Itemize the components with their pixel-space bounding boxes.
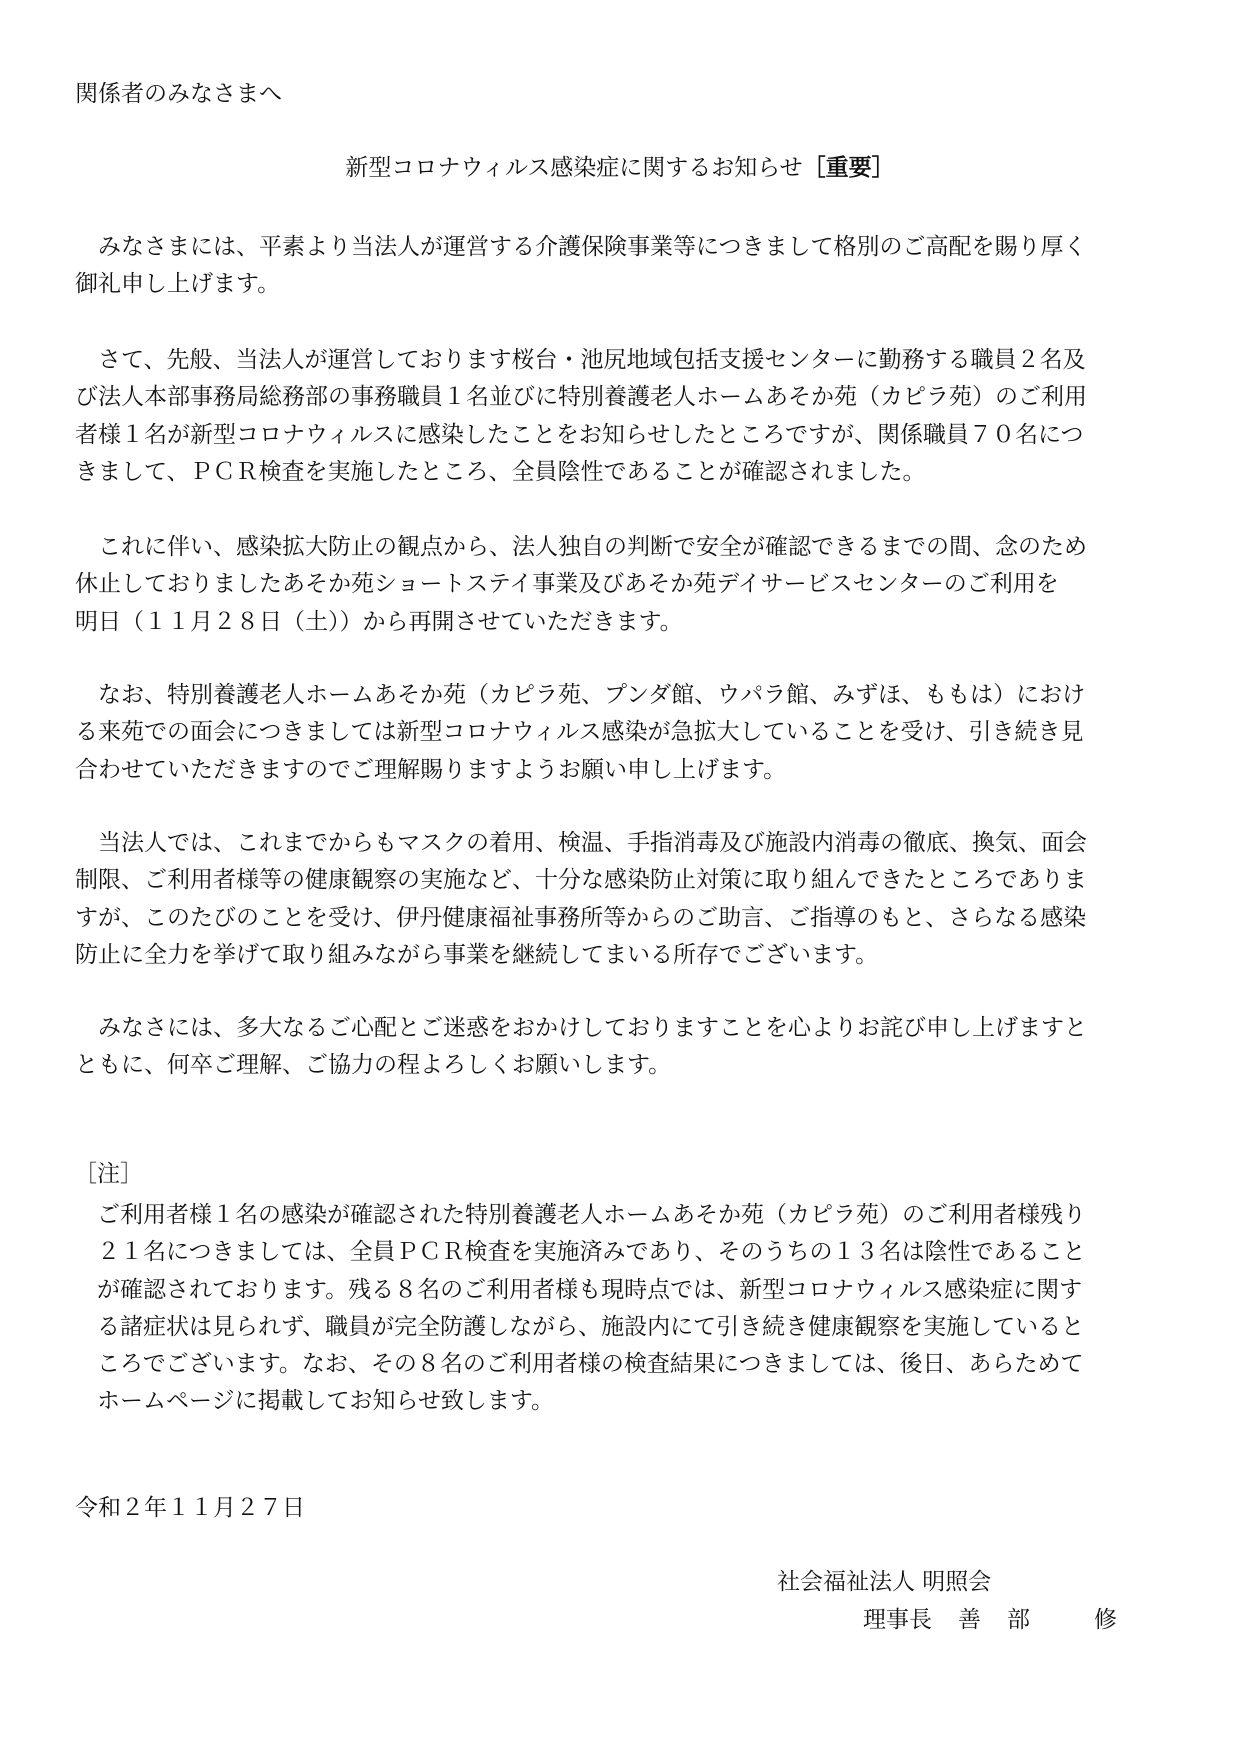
paragraph-line: 制限、ご利用者様等の健康観察の実施など、十分な感染防止対策に取り組んできたところでありま — [75, 867, 1087, 894]
paragraph-line: みなさまには、平素より当法人が運営する介護保険事業等につきまして格別のご高配を賜り厚く — [75, 234, 1087, 260]
paragraph-line: 者様１名が新型コロナウィルスに感染したことをお知らせしたところですが、関係職員７０名につ — [75, 421, 1084, 448]
signatory-family-name-1: 善 — [958, 1607, 981, 1633]
paragraph-visitation — [75, 677, 1165, 789]
title-main: 新型コロナウィルス感染症に関するお知らせ — [345, 155, 803, 181]
note-line: が確認されております。残る８名のご利用者様も現時点では、新型コロナウィルス感染症に関す — [97, 1276, 1083, 1303]
paragraph-prevention-measures — [75, 825, 1165, 974]
paragraph-line: さて、先般、当法人が運営しております桜台・池尻地域包括支援センターに勤務する職員２名及 — [75, 347, 1086, 373]
note-line: ころでございます。なお、その８名のご利用者様の検査結果につきましては、後日、あらためて — [97, 1351, 1084, 1378]
signatory-given-name: 修 — [1094, 1607, 1117, 1633]
issue-date: 令和２年１１月２７日 — [75, 1495, 305, 1521]
note-label: ［注］ — [74, 1161, 143, 1187]
paragraph-line: 防止に全力を挙げて取り組みながら事業を継続してまいる所存でございます。 — [75, 941, 879, 968]
document-title — [0, 154, 1240, 182]
paragraph-line: みなさには、多大なるご心配とご迷惑をおかけしておりますことを心よりお詫び申し上げますと — [75, 1015, 1087, 1041]
paragraph-line: これに伴い、感染拡大防止の観点から、法人独自の判断で安全が確認できるまでの間、念のため — [75, 534, 1087, 560]
note-line: ホームページに掲載してお知らせ致します。 — [97, 1388, 555, 1415]
paragraph-service-resumption — [75, 529, 1165, 641]
paragraph-line: び法人本部事務局総務部の事務職員１名並びに特別養護老人ホームあそか苑（カピラ苑）のご利用 — [75, 384, 1087, 411]
paragraph-pcr-results — [75, 342, 1165, 491]
paragraph-line: 休止しておりましたあそか苑ショートステイ事業及びあそか苑デイサービスセンターのご利用を — [75, 571, 1059, 598]
note-line: ２１名につきましては、全員ＰＣＲ検査を実施済みであり、そのうちの１３名は陰性であること — [97, 1239, 1086, 1266]
paragraph-line: る来苑での面会につきましては新型コロナウィルス感染が急拡大していることを受け、引き続き見 — [75, 719, 1084, 746]
signatory — [863, 1606, 1117, 1634]
paragraph-line: 御礼申し上げます。 — [75, 271, 281, 298]
signatory-title: 理事長 — [863, 1607, 932, 1633]
paragraph-line: ともに、何卒ご理解、ご協力の程よろしくお願いします。 — [75, 1052, 672, 1079]
paragraph-line: きまして、ＰＣＲ検査を実施したところ、全員陰性であることが確認されました。 — [75, 458, 926, 485]
title-important-tag: ［重要］ — [802, 154, 895, 181]
note-line: る諸症状は見られず、職員が完全防護しながら、施設内にて引き続き健康観察を実施していると — [97, 1313, 1085, 1340]
signatory-family-name-2: 部 — [1007, 1607, 1030, 1633]
paragraph-line: 明日（１１月２８日（土））から再開させていただきます。 — [75, 608, 683, 635]
note-body — [97, 1197, 1162, 1421]
paragraph-apology — [75, 1010, 1165, 1085]
paragraph-greeting — [75, 229, 1165, 304]
paragraph-line: 合わせていただきますのでご理解賜りますようお願い申し上げます。 — [75, 756, 787, 783]
organization-name: 社会福祉法人 明照会 — [777, 1569, 992, 1595]
salutation: 関係者のみなさまへ — [75, 81, 282, 107]
paragraph-line: なお、特別養護老人ホームあそか苑（カピラ苑、プンダ館、ウパラ館、みずほ、ももは）におけ — [75, 682, 1086, 708]
paragraph-line: 当法人では、これまでからもマスクの着用、検温、手指消毒及び施設内消毒の徹底、換気、面会 — [75, 830, 1087, 856]
note-line: ご利用者様１名の感染が確認された特別養護老人ホームあそか苑（カピラ苑）のご利用者様残り — [97, 1202, 1086, 1228]
paragraph-line: すが、このたびのことを受け、伊丹健康福祉事務所等からのご助言、ご指導のもと、さらなる感染 — [75, 904, 1087, 931]
